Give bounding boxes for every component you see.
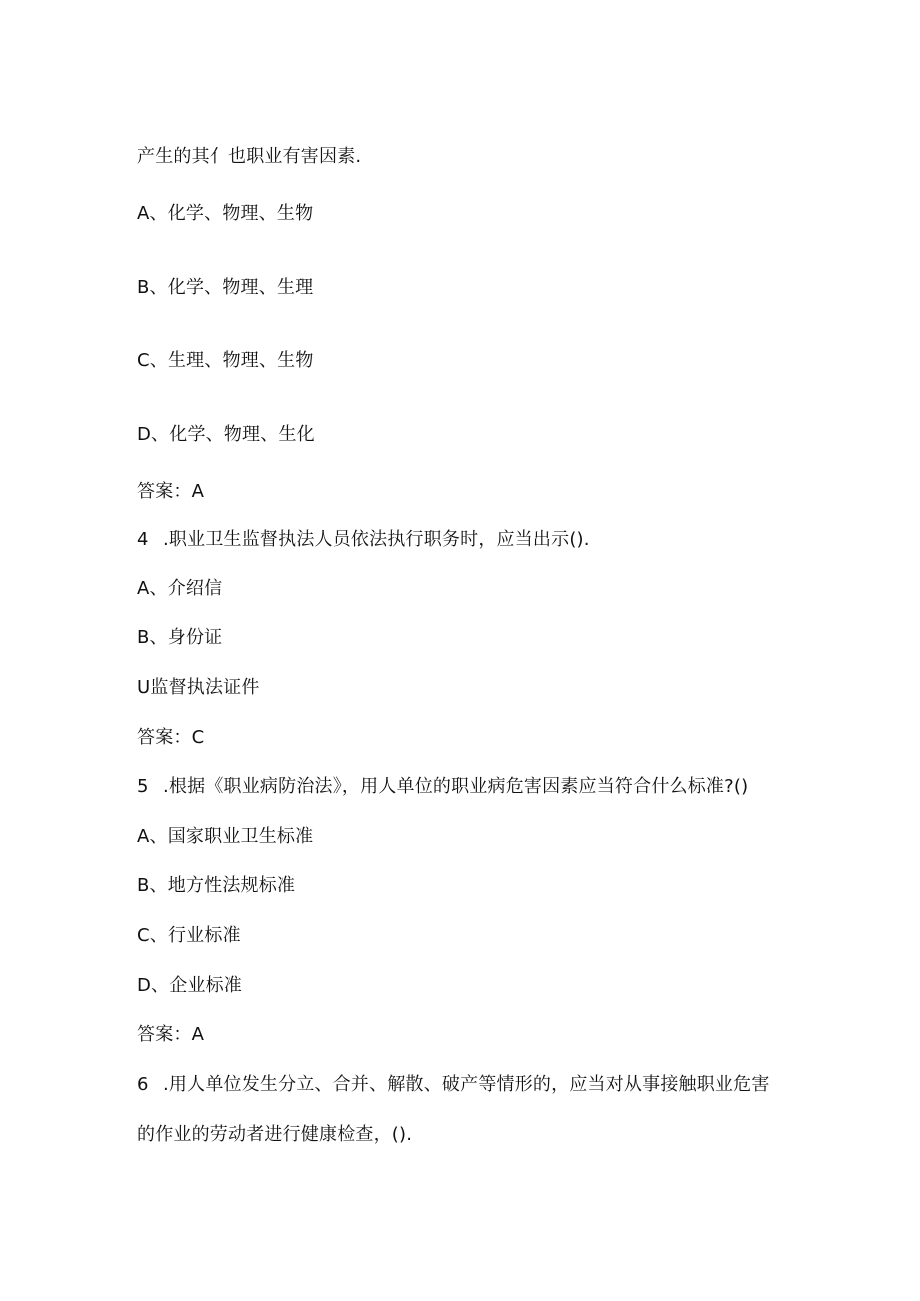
question-3-option-b: B、化学、物理、生理 [137,277,314,298]
question-6-stem-line-2: 的作业的劳动者进行健康检查，(). [137,1124,413,1145]
question-5-number: 5 [137,776,149,797]
question-4-option-c: U监督执法证件 [137,677,260,698]
question-4-answer: 答案：C [137,727,205,748]
question-5-option-a: A、国家职业卫生标准 [137,826,314,847]
question-4-option-b: B、身份证 [137,627,223,648]
question-6-stem-line-1 [137,1074,770,1096]
question-5-option-c: C、行业标准 [137,925,241,946]
question-3-continuation: 产生的其亻也职业有害因素. [137,146,362,167]
question-3-option-a: A、化学、物理、生物 [137,203,314,224]
question-5-text: .根据《职业病防治法》，用人单位的职业病危害因素应当符合什么标准?() [163,776,749,797]
question-6-number: 6 [137,1074,149,1095]
question-3-answer: 答案：A [137,481,205,502]
question-4-number: 4 [137,529,149,550]
question-5-option-b: B、地方性法规标准 [137,875,296,896]
question-5-stem [137,776,748,798]
question-6-text-1: .用人单位发生分立、合并、解散、破产等情形的，应当对从事接触职业危害 [163,1074,770,1095]
question-4-text: .职业卫生监督执法人员依法执行职务时，应当出示(). [163,529,590,550]
question-5-option-d: D、企业标准 [137,975,243,996]
question-4-stem [137,529,590,551]
question-5-answer: 答案：A [137,1024,205,1045]
question-3-option-d: D、化学、物理、生化 [137,424,315,445]
question-4-option-a: A、介绍信 [137,578,223,599]
question-3-option-c: C、生理、物理、生物 [137,350,314,371]
